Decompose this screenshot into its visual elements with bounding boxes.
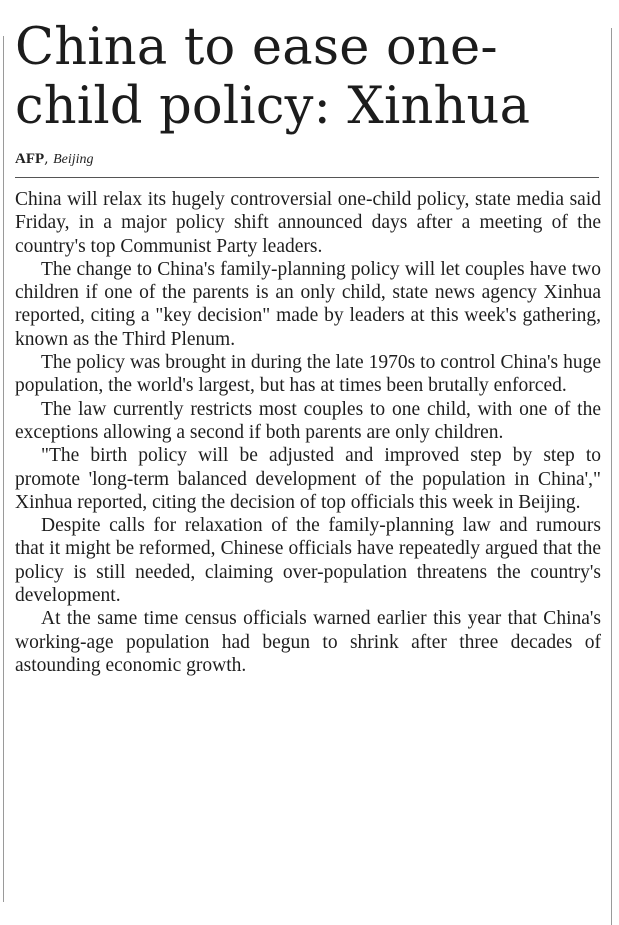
article-paragraph: The change to China's family-planning policy will let couples have two children if one of the parents is an only child, state news agency Xinhua reported, citing a "key decision" made by leaders at this week's gathering, known as the Third Plenum. [15, 258, 601, 350]
byline [15, 150, 601, 169]
byline-divider [15, 177, 599, 178]
byline-agency: AFP [15, 151, 45, 167]
article-paragraph: The law currently restricts most couples to one child, with one of the exceptions allowing a second if both parents are only children. [15, 398, 601, 443]
column-rule-left [3, 36, 4, 902]
byline-separator: , [44, 151, 54, 167]
article-paragraph: At the same time census officials warned earlier this year that China's working-age population had begun to shrink after three decades of astounding economic growth. [15, 608, 601, 676]
byline-dateline: Beijing [53, 152, 94, 167]
article-body [15, 188, 601, 677]
article-paragraph: Despite calls for relaxation of the family-planning law and rumours that it might be reformed, Chinese officials have repeatedly argued that the policy is still needed, claiming over-population threatens the country's development. [15, 515, 601, 607]
article-paragraph: "The birth policy will be adjusted and improved step by step to promote 'long-term balanced development of the population in China'," Xinhua reported, citing the decision of top officials this week in Beijing. [15, 445, 601, 513]
headline: China to ease one-child policy: Xinhua [15, 18, 531, 136]
column-rule-right [611, 28, 612, 925]
news-article [15, 0, 601, 677]
article-paragraph: The policy was brought in during the late 1970s to control China's huge population, the world's largest, but has at times been brutally enforced. [15, 352, 601, 397]
article-paragraph: China will relax its hugely controversial one-child policy, state media said Friday, in a major policy shift announced days after a meeting of the country's top Communist Party leaders. [15, 189, 601, 257]
